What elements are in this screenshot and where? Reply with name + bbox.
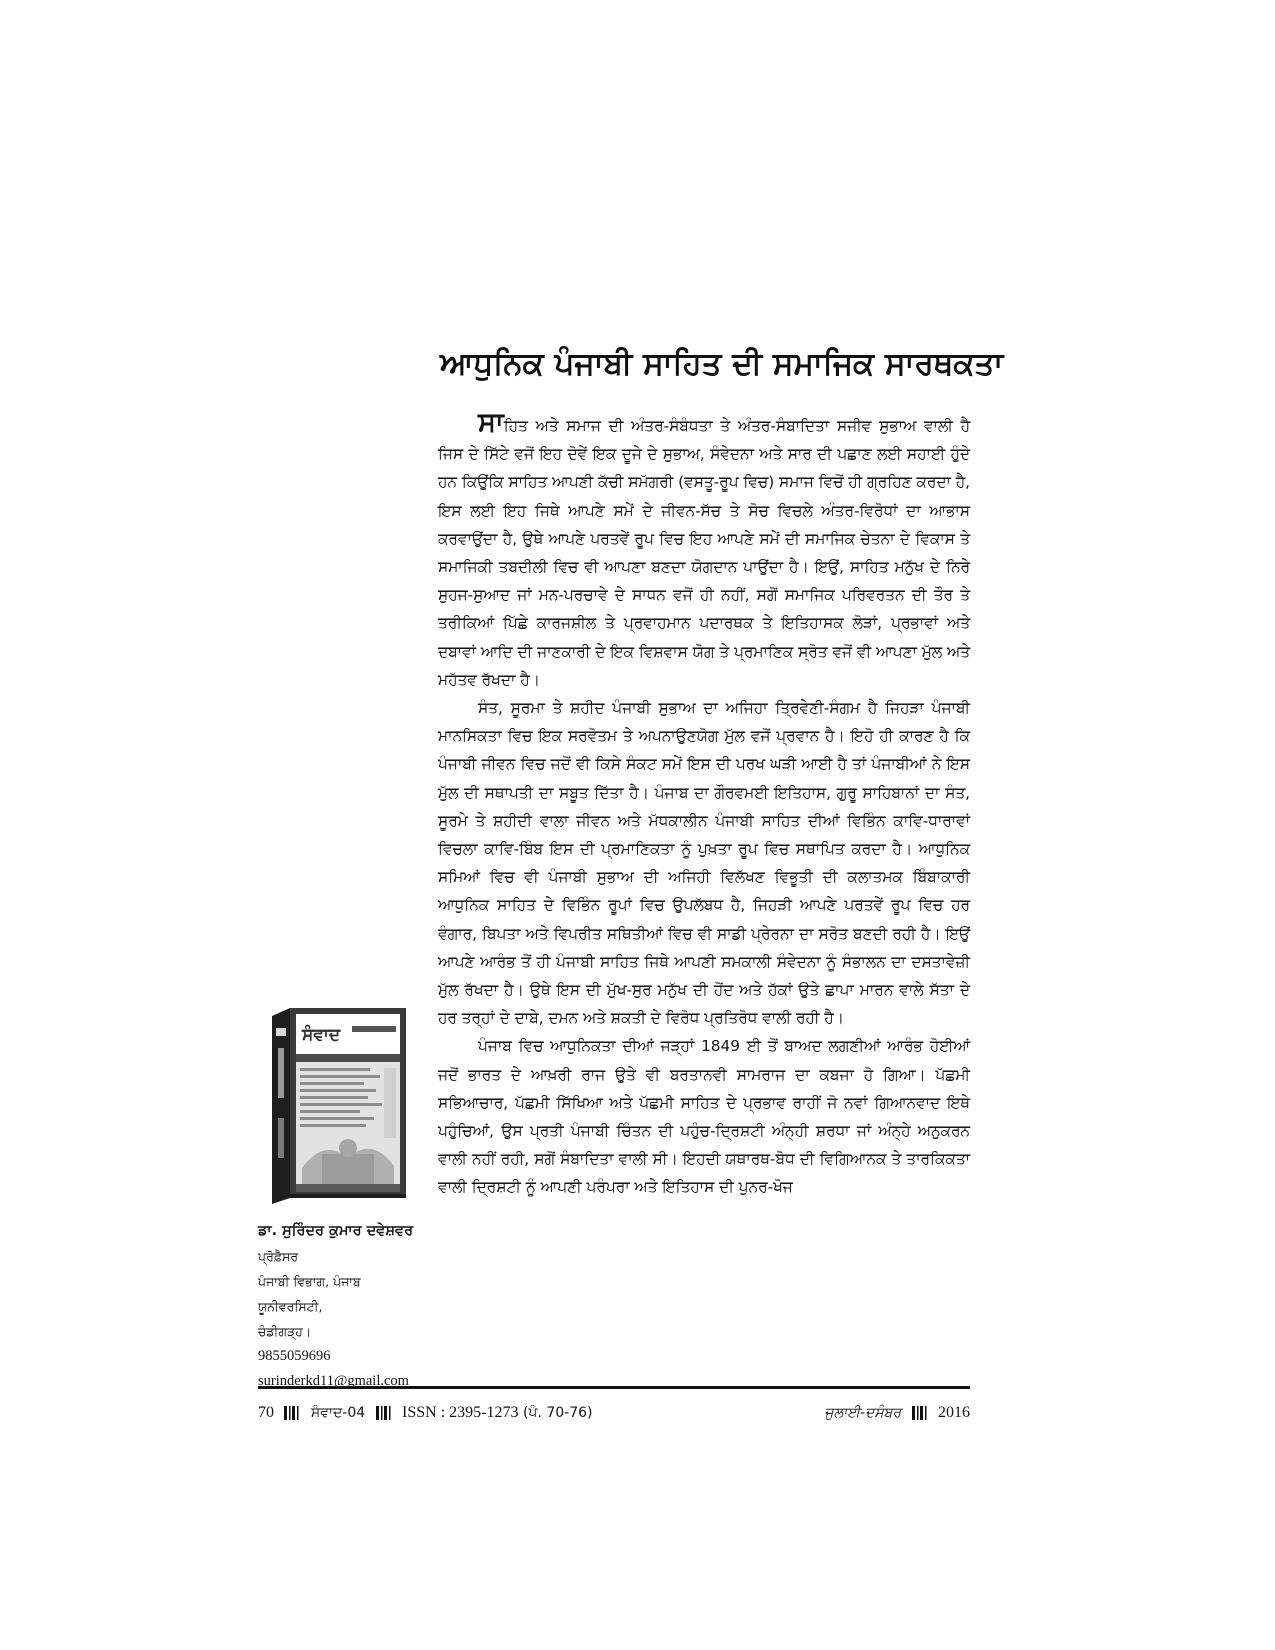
paragraph-1 [438, 407, 970, 694]
drop-cap: ਸਾ [478, 407, 504, 438]
journal-cover-image [272, 1008, 406, 1204]
paragraph-2: ਸੰਤ, ਸੂਰਮਾ ਤੇ ਸ਼ਹੀਦ ਪੰਜਾਬੀ ਸੁਭਾਅ ਦਾ ਅਜਿਹਾ ਤ੍ਰਿਵੇਣੀ-ਸੰਗਮ ਹੈ ਜਿਹੜਾ ਪੰਜਾਬੀ ਮਾਨਸਿਕਤਾ ਵਿਚ ਇਕ ਸਰਵੋਤਮ ਤੇ ਅਪਨਾਉਣਯੋਗ ਮੁੱਲ ਵਜੋਂ ਪ੍ਰਵਾਨ ਹੈ। ਇਹੋ ਹੀ ਕਾਰਣ ਹੈ ਕਿ ਪੰਜਾਬੀ ਜੀਵਨ ਵਿਚ ਜਦੋਂ ਵੀ ਕਿਸੇ ਸੰਕਟ ਸਮੇਂ ਇਸ ਦੀ ਪਰਖ ਘੜੀ ਆਈ ਹੈ ਤਾਂ ਪੰਜਾਬੀਆਂ ਨੇ ਇਸ ਮੁੱਲ ਦੀ ਸਥਾਪਤੀ ਦਾ ਸਬੂਤ ਦਿੱਤਾ ਹੈ। ਪੰਜਾਬ ਦਾ ਗੌਰਵਮਈ ਇਤਿਹਾਸ, ਗੁਰੂ ਸਾਹਿਬਾਨਾਂ ਦਾ ਸੰਤ, ਸੂਰਮੇ ਤੇ ਸ਼ਹੀਦੀ ਵਾਲਾ ਜੀਵਨ ਅਤੇ ਮੱਧਕਾਲੀਨ ਪੰਜਾਬੀ ਸਾਹਿਤ ਦੀਆਂ ਵਿਭਿੰਨ ਕਾਵਿ-ਧਾਰਾਵਾਂ ਵਿਚਲਾ ਕਾਵਿ-ਬਿੰਬ ਇਸ ਦੀ ਪ੍ਰਮਾਣਿਕਤਾ ਨੂੰ ਪੁਖ਼ਤਾ ਰੂਪ ਵਿਚ ਸਥਾਪਿਤ ਕਰਦਾ ਹੈ। ਆਧੁਨਿਕ ਸਮਿਆਂ ਵਿਚ ਵੀ ਪੰਜਾਬੀ ਸੁਭਾਅ ਦੀ ਅਜਿਹੀ ਵਿਲੱਖਣ ਵਿਭੂਤੀ ਦੀ ਕਲਾਤਮਕ ਬਿੰਬਾਕਾਰੀ ਆਧੁਨਿਕ ਸਾਹਿਤ ਦੇ ਵਿਭਿੰਨ ਰੂਪਾਂ ਵਿਚ ਉਪਲੱਬਧ ਹੈ, ਜਿਹੜੀ ਆਪਣੇ ਪਰਤਵੇਂ ਰੂਪ ਵਿਚ ਹਰ ਵੰਗਾਰ, ਬਿਪਤਾ ਅਤੇ ਵਿਪਰੀਤ ਸਥਿਤੀਆਂ ਵਿਚ ਵੀ ਸਾਡੀ ਪ੍ਰੇਰਨਾ ਦਾ ਸਰੋਤ ਬਣਦੀ ਰਹੀ ਹੈ। ਇਉਂ ਆਪਣੇ ਆਰੰਭ ਤੋਂ ਹੀ ਪੰਜਾਬੀ ਸਾਹਿਤ ਜਿਥੇ ਆਪਣੀ ਸਮਕਾਲੀ ਸੰਵੇਦਨਾ ਨੂੰ ਸੰਭਾਲਨ ਦਾ ਦਸਤਾਵੇਜ਼ੀ ਮੁੱਲ ਰੱਖਦਾ ਹੈ। ਉਥੇ ਇਸ ਦੀ ਮੁੱਖ-ਸੁਰ ਮਨੁੱਖ ਦੀ ਹੋਂਦ ਅਤੇ ਹੱਕਾਂ ਉਤੇ ਛਾਪਾ ਮਾਰਨ ਵਾਲੇ ਸੱਤਾ ਦੇ ਹਰ ਤਰ੍ਹਾਂ ਦੇ ਦਾਬੇ, ਦਮਨ ਅਤੇ ਸ਼ਕਤੀ ਦੇ ਵਿਰੋਧ ਪ੍ਰਤਿਰੋਧ ਵਾਲੀ ਰਹੀ ਹੈ। [438, 699, 970, 1028]
separator-bars-icon [912, 1406, 928, 1420]
footer-rule [258, 1386, 970, 1389]
separator-bars-icon [376, 1406, 392, 1420]
page-range: (ਪੰ. 70-76) [522, 1405, 593, 1421]
author-city: ਚੰਡੀਗੜ੍ਹ। [258, 1324, 312, 1339]
journal-name: ਸੰਵਾਦ-04 [310, 1405, 366, 1421]
article-body [438, 407, 970, 1202]
author-name: ਡਾ. ਸੁਰਿੰਦਰ ਕੁਮਾਰ ਦਵੇਸ਼ਵਰ [258, 1223, 414, 1239]
page-footer [258, 1400, 970, 1426]
issn: ISSN : 2395-1273 [402, 1404, 519, 1421]
footer-left [258, 1400, 593, 1426]
author-university: ਯੂਨੀਵਰਸਿਟੀ, [258, 1299, 323, 1314]
journal-cover-illustration [272, 1008, 406, 1204]
cover-masthead: ਸੰਵਾਦ [302, 1025, 341, 1045]
author-department: ਪੰਜਾਬੀ ਵਿਭਾਗ, ਪੰਜਾਬ [258, 1274, 361, 1289]
author-designation: ਪ੍ਰੋਫ਼ੈਸਰ [258, 1249, 299, 1264]
author-email: surinderkd11@gmail.com [258, 1373, 409, 1389]
separator-bars-icon [284, 1406, 300, 1420]
author-phone: 9855059696 [258, 1348, 331, 1364]
paragraph-1-text: ਹਿਤ ਅਤੇ ਸਮਾਜ ਦੀ ਅੰਤਰ-ਸੰਬੰਧਤਾ ਤੇ ਅੰਤਰ-ਸੰਬਾਦਿਤਾ ਸਜੀਵ ਸੁਭਾਅ ਵਾਲੀ ਹੈ ਜਿਸ ਦੇ ਸਿੱਟੇ ਵਜੋਂ ਇਹ ਦੋਵੇਂ ਇਕ ਦੂਜੇ ਦੇ ਸੁਭਾਅ, ਸੰਵੇਦਨਾ ਅਤੇ ਸਾਰ ਦੀ ਪਛਾਣ ਲਈ ਸਹਾਈ ਹੁੰਦੇ ਹਨ ਕਿਉਂਕਿ ਸਾਹਿਤ ਆਪਣੀ ਕੱਚੀ ਸਮੱਗਰੀ (ਵਸਤੂ-ਰੂਪ ਵਿਚ) ਸਮਾਜ ਵਿਚੋਂ ਹੀ ਗ੍ਰਹਿਣ ਕਰਦਾ ਹੈ, ਇਸ ਲਈ ਇਹ ਜਿਥੇ ਆਪਣੇ ਸਮੇਂ ਦੇ ਜੀਵਨ-ਸੱਚ ਤੇ ਸੋਚ ਵਿਚਲੇ ਅੰਤਰ-ਵਿਰੋਧਾਂ ਦਾ ਆਭਾਸ ਕਰਵਾਉਂਦਾ ਹੈ, ਉਥੇ ਆਪਣੇ ਪਰਤਵੇਂ ਰੂਪ ਵਿਚ ਇਹ ਆਪਣੇ ਸਮੇਂ ਦੀ ਸਮਾਜਿਕ ਚੇਤਨਾ ਦੇ ਵਿਕਾਸ ਤੇ ਸਮਾਜਿਕੀ ਤਬਦੀਲੀ ਵਿਚ ਵੀ ਆਪਣਾ ਬਣਦਾ ਯੋਗਦਾਨ ਪਾਉਂਦਾ ਹੈ। ਇਉਂ, ਸਾਹਿਤ ਮਨੁੱਖ ਦੇ ਨਿਰੇ ਸੁਹਜ-ਸੁਆਦ ਜਾਂ ਮਨ-ਪਰਚਾਵੇ ਦੇ ਸਾਧਨ ਵਜੋਂ ਹੀ ਨਹੀਂ, ਸਗੋਂ ਸਮਾਜਿਕ ਪਰਿਵਰਤਨ ਦੀ ਤੌਰ ਤੇ ਤਰੀਕਿਆਂ ਪਿੱਛੇ ਕਾਰਜਸ਼ੀਲ ਤੇ ਪ੍ਰਵਾਹਮਾਨ ਪਦਾਰਥਕ ਤੇ ਇਤਿਹਾਸਕ ਲੋੜਾਂ, ਪ੍ਰਭਾਵਾਂ ਅਤੇ ਦਬਾਵਾਂ ਆਦਿ ਦੀ ਜਾਣਕਾਰੀ ਦੇ ਇਕ ਵਿਸ਼ਵਾਸ ਯੋਗ ਤੇ ਪ੍ਰਮਾਣਿਕ ਸ੍ਰੋਤ ਵਜੋਂ ਵੀ ਆਪਣਾ ਮੁੱਲ ਅਤੇ ਮਹੱਤਵ ਰੱਖਦਾ ਹੈ। [438, 417, 970, 689]
page-number: 70 [258, 1404, 274, 1421]
paragraph-3: ਪੰਜਾਬ ਵਿਚ ਆਧੁਨਿਕਤਾ ਦੀਆਂ ਜੜ੍ਹਾਂ 1849 ਈ ਤੋਂ ਬਾਅਦ ਲਗਣੀਆਂ ਆਰੰਭ ਹੋਈਆਂ ਜਦੋਂ ਭਾਰਤ ਦੇ ਆਖ਼ਰੀ ਰਾਜ ਉਤੇ ਵੀ ਬਰਤਾਨਵੀ ਸਾਮਰਾਜ ਦਾ ਕਬਜਾ ਹੋ ਗਿਆ। ਪੱਛਮੀ ਸਭਿਆਚਾਰ, ਪੱਛਮੀ ਸਿੱਖਿਆ ਅਤੇ ਪੱਛਮੀ ਸਾਹਿਤ ਦੇ ਪ੍ਰਭਾਵ ਰਾਹੀਂ ਜੋ ਨਵਾਂ ਗਿਆਨਵਾਦ ਇਥੇ ਪਹੁੰਚਿਆਂ, ਉਸ ਪ੍ਰਤੀ ਪੰਜਾਬੀ ਚਿੰਤਨ ਦੀ ਪਹੁੰਚ-ਦ੍ਰਿਸ਼ਟੀ ਅੰਨ੍ਹੀ ਸ਼ਰਧਾ ਜਾਂ ਅੰਨ੍ਹੇ ਅਨੁਕਰਨ ਵਾਲੀ ਨਹੀਂ ਰਹੀ, ਸਗੋਂ ਸੰਬਾਦਿਤਾ ਵਾਲੀ ਸੀ। ਇਹਦੀ ਯਥਾਰਥ-ਬੋਧ ਦੀ ਵਿਗਿਆਨਕ ਤੇ ਤਾਰਕਿਕਤਾ ਵਾਲੀ ਦ੍ਰਿਸ਼ਟੀ ਨੂੰ ਆਪਣੀ ਪਰੰਪਰਾ ਅਤੇ ਇਤਿਹਾਸ ਦੀ ਪੁਨਰ-ਖੋਜ [438, 1037, 970, 1197]
article-title: ਆਧੁਨਿਕ ਪੰਜਾਬੀ ਸਾਹਿਤ ਦੀ ਸਮਾਜਿਕ ਸਾਰਥਕਤਾ [440, 346, 1004, 382]
footer-right [824, 1400, 970, 1426]
issue-year: 2016 [938, 1404, 970, 1421]
issue-period: ਜੁਲਾਈ-ਦਸੰਬਰ [824, 1405, 902, 1421]
author-info [258, 1218, 433, 1394]
